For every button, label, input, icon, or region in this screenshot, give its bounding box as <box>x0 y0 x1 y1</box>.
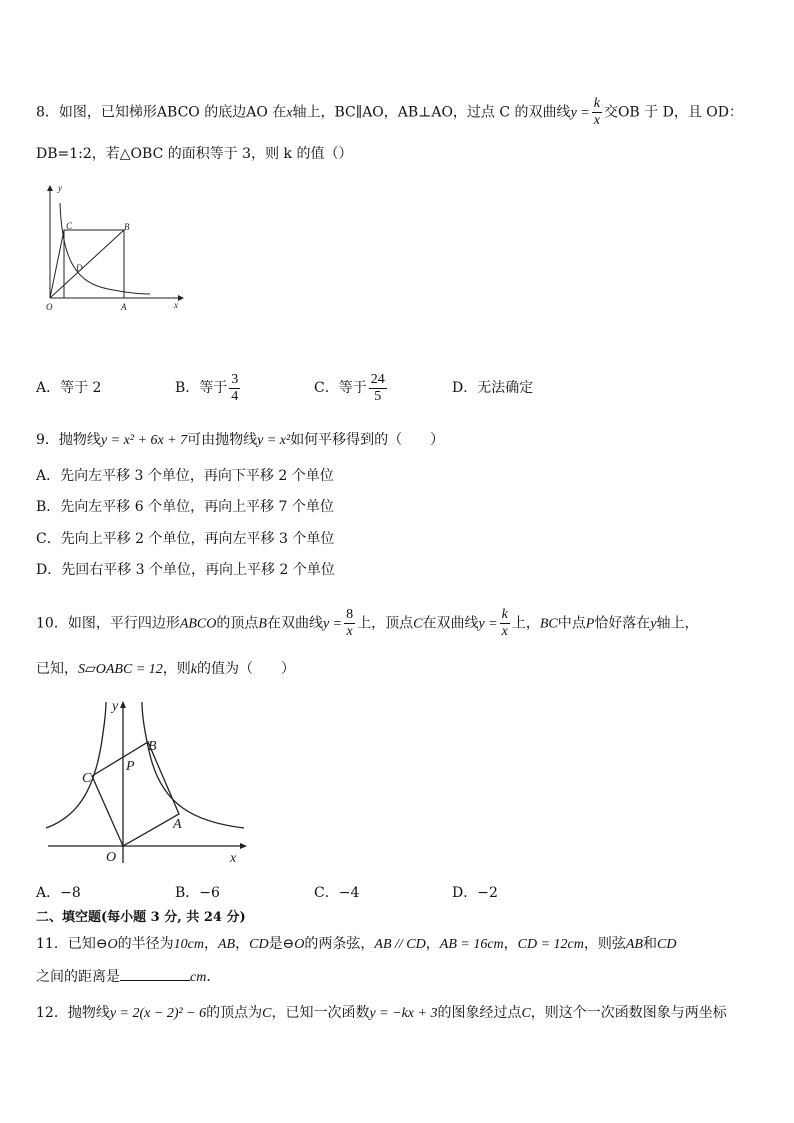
q8-line1 <box>36 96 743 129</box>
q11-math: AB = 16cm <box>439 937 504 952</box>
label-y: y <box>112 700 119 714</box>
opt-prefix: B．等于 <box>175 380 228 396</box>
q8-option-c[interactable] <box>314 368 389 408</box>
q9-eq2: y = x² <box>257 433 291 448</box>
frac-num: 8 <box>346 607 354 622</box>
q11-math: AB <box>218 937 236 952</box>
segment-OC <box>50 230 64 298</box>
q11-math: AB // CD <box>374 937 426 952</box>
frac-num: 3 <box>231 371 239 387</box>
q11-text: ， <box>235 936 250 952</box>
q11-text: ，则弦 <box>583 936 626 952</box>
q11-text: 的半径为 <box>117 936 174 952</box>
fraction-8-over-x <box>344 607 355 640</box>
q11-text: 的两条弦， <box>304 936 375 952</box>
q10-option-d[interactable]: D．−2 <box>452 885 498 901</box>
label-C: C <box>66 221 73 231</box>
fraction-k-over-x <box>500 607 510 640</box>
q8-option-d[interactable]: D．无法确定 <box>452 380 534 396</box>
q8-line2: DB=1:2，若△OBC 的面积等于 3，则 k 的值（） <box>36 146 353 162</box>
fraction-k-over-x <box>592 96 602 129</box>
q9-text: 9．抛物线 <box>36 432 101 448</box>
label-O: O <box>46 302 53 312</box>
q11-math: CD <box>656 937 677 952</box>
q11-text: 11．已知⊖ <box>36 936 108 952</box>
segment-OB <box>50 230 124 298</box>
q8-figure <box>38 183 188 318</box>
section-heading: 二、填空题(每小题 3 分, 共 24 分) <box>36 910 246 925</box>
label-x: x <box>230 851 237 866</box>
q11-text: ， <box>204 936 218 952</box>
q11-text: 和 <box>642 936 657 952</box>
frac-den: x <box>501 624 508 639</box>
x-var: x <box>286 105 293 121</box>
q9-option-d[interactable]: D．先回右平移 3 个单位，再向上平移 2 个单位 <box>36 562 335 578</box>
q8-text: 交OB 于 D，且 OD： <box>603 104 743 121</box>
q11-text: ， <box>503 936 518 952</box>
q12-math: C <box>521 1006 531 1021</box>
q11-math: CD = 12cm <box>517 937 584 952</box>
q8-option-b[interactable] <box>175 368 242 408</box>
label-x: x <box>174 300 178 310</box>
frac-num: k <box>593 96 600 111</box>
frac-num: 24 <box>370 371 385 387</box>
q11-math: AB <box>625 937 643 952</box>
q10-math: y = <box>478 616 498 632</box>
q11-unit: cm <box>190 970 207 985</box>
q8-text: 轴上，BC∥AO，AB⊥AO，过点 C 的双曲线 <box>292 104 571 121</box>
label-A: A <box>173 817 182 832</box>
frac-num: k <box>501 607 508 622</box>
label-O: O <box>106 850 117 865</box>
q10-option-b[interactable]: B．−6 <box>175 885 220 901</box>
q12-text: 12．抛物线 <box>36 1005 110 1021</box>
q10-math: ABCO <box>179 616 217 632</box>
q10-text: 在双曲线 <box>422 615 479 632</box>
parallelogram-OCBA <box>92 742 179 846</box>
label-C: C <box>82 771 92 786</box>
q10-text: 已知， <box>36 661 78 677</box>
q10-math: y = <box>322 616 343 632</box>
hyperbola-curve <box>60 203 150 294</box>
q10-math: k <box>190 662 197 677</box>
q11-math: CD <box>249 937 269 952</box>
q11-math: O <box>294 937 305 952</box>
q10-text: 上， <box>511 615 540 632</box>
q8-option-a[interactable]: A．等于 2 <box>36 380 102 396</box>
q10-text: 上，顶点 <box>357 615 414 632</box>
q11-text: 是⊖ <box>268 936 295 952</box>
q9-option-a[interactable]: A．先向左平移 3 个单位，再向下平移 2 个单位 <box>36 468 334 484</box>
frac-den: x <box>593 113 600 128</box>
q9-eq1: y = x² + 6x + 7 <box>100 433 188 448</box>
q10-math: BC <box>539 616 558 632</box>
q10-text: 中点 <box>557 615 586 632</box>
q10-text: 的顶点 <box>216 615 259 632</box>
fraction <box>369 372 387 405</box>
q10-area: S▱OABC = 12 <box>78 662 163 677</box>
q11-line1 <box>36 934 676 955</box>
hyperbola-left <box>46 702 106 828</box>
fraction <box>229 372 240 405</box>
q10-math: y <box>650 616 657 632</box>
q10-text: 的值为（ ） <box>196 661 295 677</box>
q12-eq1: y = 2(x − 2)² − 6 <box>109 1006 207 1021</box>
q11-text: ． <box>206 969 221 985</box>
q12-text: 的图象经过点 <box>437 1005 522 1021</box>
answer-blank[interactable] <box>120 966 190 981</box>
q12-line1 <box>36 1003 727 1024</box>
frac-den: 4 <box>231 388 239 404</box>
q11-line2 <box>36 966 220 988</box>
eq-lhs: y = <box>570 105 590 121</box>
q10-figure <box>44 700 254 868</box>
q10-math: C <box>413 616 423 632</box>
q12-math: C <box>262 1006 272 1021</box>
q10-math: P <box>585 616 595 632</box>
q10-option-c[interactable]: C．−4 <box>314 885 360 901</box>
q11-math: 10cm <box>173 937 204 952</box>
label-B: B <box>148 739 157 754</box>
q11-text: 之间的距离是 <box>36 969 120 985</box>
frac-den: 5 <box>374 388 382 404</box>
q10-text: 轴上， <box>656 615 699 632</box>
q9-text: 如何平移得到的（ ） <box>290 432 445 448</box>
q9-option-b[interactable]: B．先向左平移 6 个单位，再向上平移 7 个单位 <box>36 499 334 515</box>
q9-stem <box>36 430 444 451</box>
q10-text: 在双曲线 <box>266 615 323 632</box>
q10-option-a[interactable]: A．−8 <box>36 885 81 901</box>
q10-math: B <box>258 616 267 632</box>
q11-math: O <box>107 937 118 952</box>
label-B: B <box>124 222 130 232</box>
q12-text: ，已知一次函数 <box>271 1005 370 1021</box>
opt-prefix: C．等于 <box>314 380 367 396</box>
label-P: P <box>126 759 135 774</box>
q9-option-c[interactable]: C．先向上平移 2 个单位，再向左平移 3 个单位 <box>36 531 335 547</box>
q10-text: 恰好落在 <box>594 615 651 632</box>
label-y: y <box>58 183 62 193</box>
label-D: D <box>76 263 83 273</box>
rect-ABCO <box>64 230 124 298</box>
q8-text: 8．如图，已知梯形ABCO 的底边AO 在 <box>36 104 287 121</box>
q10-text: ，则 <box>162 661 191 677</box>
q9-text: 可由抛物线 <box>187 432 258 448</box>
frac-den: x <box>346 624 353 639</box>
q12-text: 的顶点为 <box>206 1005 263 1021</box>
q12-eq2: y = −kx + 3 <box>369 1006 438 1021</box>
q10-text: 10．如图，平行四边形 <box>36 615 180 632</box>
q10-line2 <box>36 659 295 680</box>
q10-line1 <box>36 607 699 640</box>
q12-text: ，则这个一次函数图象与两坐标 <box>530 1005 727 1021</box>
q11-text: ， <box>425 936 440 952</box>
label-A: A <box>121 302 127 312</box>
